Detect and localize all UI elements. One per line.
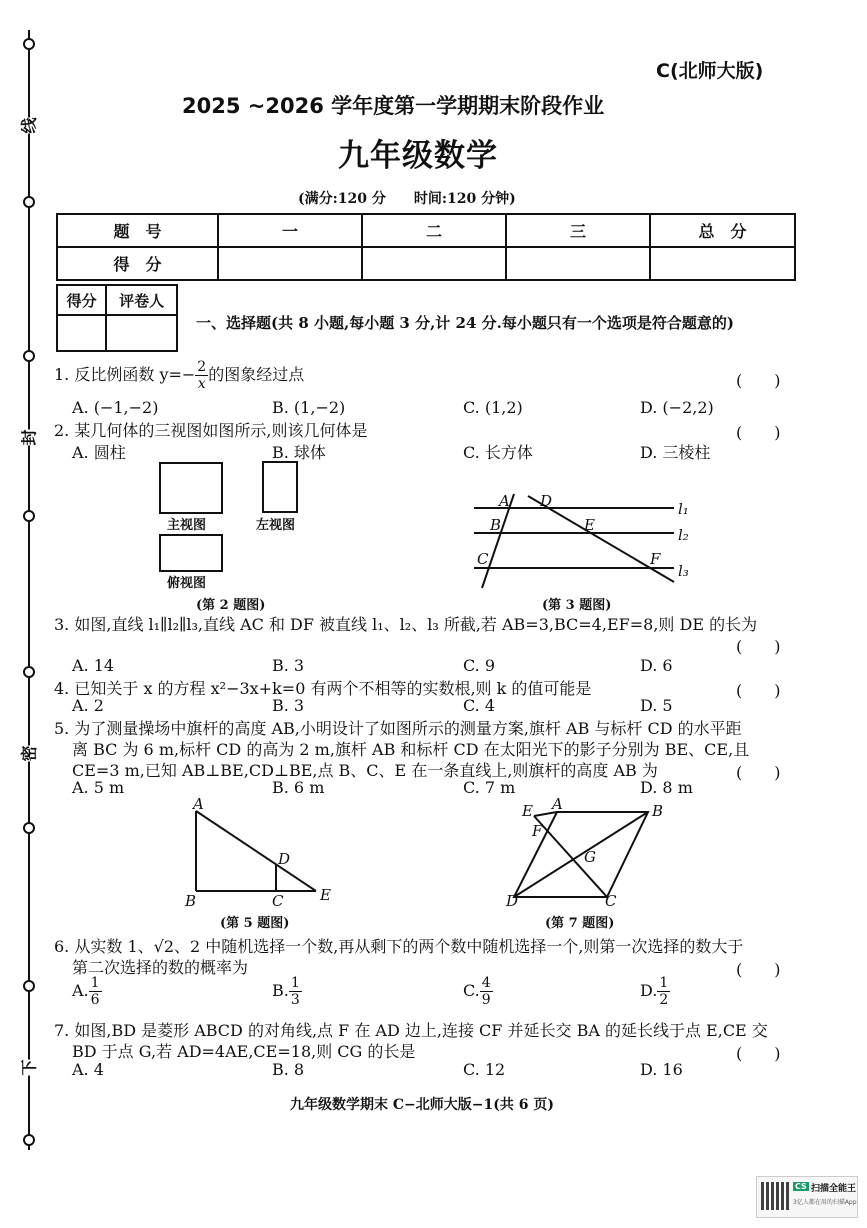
q3-option-a: A. 14: [72, 656, 115, 675]
binder-label-feng: 封: [17, 429, 40, 445]
binder-label-xia: 下: [17, 1059, 40, 1075]
fig3-label-e: E: [584, 516, 595, 534]
fig3-label-l1: l₁: [678, 500, 689, 518]
fig3-label-f: F: [650, 550, 661, 568]
q1-answer-paren[interactable]: ( ): [736, 371, 781, 390]
q2-option-b: B. 球体: [272, 443, 326, 462]
q1-option-c: C. (1,2): [463, 398, 523, 417]
section1-title: 一、选择题(共 8 小题,每小题 3 分,计 24 分.每小题只有一个选项是符合题意的): [196, 314, 734, 332]
fig5-label-c: C: [272, 892, 284, 910]
q3-option-c: C. 9: [463, 656, 496, 675]
fig7-label-f: F: [532, 822, 543, 840]
fig3-label-c: C: [477, 550, 489, 568]
fig5-diagram: [190, 805, 320, 895]
binder-hole-5: [23, 666, 35, 678]
score-header-part1: 一: [218, 214, 362, 247]
binder-hole-1: [23, 38, 35, 50]
subject-title: 九年级数学: [338, 138, 498, 174]
q6-option-b-den: 3: [290, 992, 300, 1008]
q4-answer-paren[interactable]: ( ): [736, 681, 781, 700]
grader-score-cell[interactable]: [57, 315, 106, 351]
binder-label-xian: 线: [17, 117, 40, 133]
question-2: 2. 某几何体的三视图如图所示,则该几何体是: [54, 421, 368, 440]
binder-hole-7: [23, 980, 35, 992]
question-6-line-1: 6. 从实数 1、√2、2 中随机选择一个数,再从剩下的两个数中随机选择一个,则第一次选择的数大于: [54, 937, 744, 956]
score-header-label: 题 号: [57, 214, 218, 247]
binder-hole-8: [23, 1134, 35, 1146]
q7-option-a: A. 4: [72, 1060, 104, 1079]
fig7-caption: (第 7 题图): [545, 916, 615, 931]
score-cell-total[interactable]: [650, 247, 795, 280]
q1-fraction: [195, 360, 208, 391]
q6-option-d-letter: D.: [640, 981, 658, 1000]
q6-answer-paren[interactable]: ( ): [736, 960, 781, 979]
q4-option-c: C. 4: [463, 696, 496, 715]
question-5-line-3: CE=3 m,已知 AB⊥BE,CD⊥BE,点 B、C、E 在一条直线上,则旗杆的高度 AB 为: [72, 761, 658, 780]
q2-option-c: C. 长方体: [463, 443, 533, 462]
fig3-label-l3: l₃: [678, 562, 689, 580]
fig5-label-a: A: [193, 795, 204, 813]
score-cell-3[interactable]: [506, 247, 650, 280]
grader-score-label: 得分: [57, 285, 106, 315]
q6-option-c-num: 4: [481, 975, 491, 991]
fig2-front-label: 主视图: [167, 518, 207, 533]
question-7-line-2: BD 于点 G,若 AD=4AE,CE=18,则 CG 的长是: [72, 1042, 416, 1061]
binder-hole-4: [23, 510, 35, 522]
fig2-front-view: [159, 462, 223, 514]
q1-frac-num: 2: [197, 359, 207, 375]
q6-option-d-den: 2: [659, 992, 669, 1008]
q5-option-b: B. 6 m: [272, 778, 325, 797]
scanner-watermark: [756, 1176, 858, 1218]
q7-option-c: C. 12: [463, 1060, 506, 1079]
q1-option-b: B. (1,−2): [272, 398, 346, 417]
fig2-top-label: 俯视图: [167, 576, 207, 591]
question-6-line-2: 第二次选择的数的概率为: [72, 958, 249, 977]
q2-option-a: A. 圆柱: [72, 443, 126, 462]
q1-frac-den: x: [197, 376, 206, 392]
q2-answer-paren[interactable]: ( ): [736, 423, 781, 442]
q5-option-c: C. 7 m: [463, 778, 516, 797]
edition-label: C(北师大版): [656, 60, 764, 82]
score-cell-2[interactable]: [362, 247, 506, 280]
question-4: 4. 已知关于 x 的方程 x²−3x+k=0 有两个不相等的实数根,则 k 的值可能是: [54, 679, 592, 698]
q1-text-pre: 1. 反比例函数 y=−: [54, 365, 196, 384]
fig3-label-b: B: [490, 516, 502, 534]
q6-option-d: [640, 976, 670, 1007]
score-table: [56, 213, 796, 281]
fig3-label-a: A: [499, 492, 510, 510]
fig2-top-view: [159, 534, 223, 572]
question-5-line-2: 离 BC 为 6 m,标杆 CD 的高为 2 m,旗杆 AB 和标杆 CD 在太阳光下的影子分别为 BE、CE,且: [72, 740, 750, 759]
qr-code-icon: [761, 1182, 789, 1210]
fig5-label-e: E: [320, 886, 331, 904]
q6-option-a-num: 1: [90, 975, 100, 991]
q2-option-d: D. 三棱柱: [640, 443, 711, 462]
score-header-part3: 三: [506, 214, 650, 247]
question-5-line-1: 5. 为了测量操场中旗杆的高度 AB,小明设计了如图所示的测量方案,旗杆 AB 与标杆 CD 的水平距: [54, 719, 742, 738]
q7-option-b: B. 8: [272, 1060, 305, 1079]
fig7-label-d: D: [506, 892, 519, 910]
q6-option-b-letter: B.: [272, 981, 289, 1000]
q6-option-a-den: 6: [90, 992, 100, 1008]
q5-answer-paren[interactable]: ( ): [736, 763, 781, 782]
fig2-left-view: [262, 461, 298, 513]
grader-box: [56, 284, 178, 352]
cs-badge-icon: CS: [795, 1182, 807, 1191]
q3-answer-paren[interactable]: ( ): [736, 637, 781, 656]
fig5-label-d: D: [278, 850, 291, 868]
q6-option-c: [463, 976, 493, 1007]
q6-option-a: [72, 976, 102, 1007]
fig7-label-g: G: [584, 848, 596, 866]
score-cell-1[interactable]: [218, 247, 362, 280]
score-header-part2: 二: [362, 214, 506, 247]
binder-label-mi: 密: [17, 745, 40, 761]
fig2-caption: (第 2 题图): [196, 598, 266, 613]
q4-option-b: B. 3: [272, 696, 305, 715]
fig3-caption: (第 3 题图): [542, 598, 612, 613]
question-1: [54, 360, 304, 391]
score-header-total: 总 分: [650, 214, 795, 247]
q6-option-c-letter: C.: [463, 981, 480, 1000]
page-footer: 九年级数学期末 C−北师大版−1(共 6 页): [290, 1097, 554, 1113]
q6-option-b-num: 1: [290, 975, 300, 991]
fig7-label-c: C: [605, 892, 617, 910]
q6-option-a-letter: A.: [72, 981, 89, 1000]
q6-option-d-num: 1: [659, 975, 669, 991]
fig7-label-e: E: [522, 802, 533, 820]
q5-option-a: A. 5 m: [72, 778, 125, 797]
score-row-label: 得 分: [57, 247, 218, 280]
binder-hole-6: [23, 822, 35, 834]
q5-option-d: D. 8 m: [640, 778, 693, 797]
q7-answer-paren[interactable]: ( ): [736, 1044, 781, 1063]
fig7-label-a: A: [552, 795, 563, 813]
fig3-label-d: D: [540, 492, 553, 510]
q4-option-d: D. 5: [640, 696, 673, 715]
binder-hole-3: [23, 350, 35, 362]
question-3: 3. 如图,直线 l₁∥l₂∥l₃,直线 AC 和 DF 被直线 l₁、l₂、l₃ 所截,若 AB=3,BC=4,EF=8,则 DE 的长为: [54, 615, 758, 634]
question-7-line-1: 7. 如图,BD 是菱形 ABCD 的对角线,点 F 在 AD 边上,连接 CF 并延长交 BA 的延长线于点 E,CE 交: [54, 1021, 768, 1040]
q3-option-b: B. 3: [272, 656, 305, 675]
q7-option-d: D. 16: [640, 1060, 683, 1079]
fig5-caption: (第 5 题图): [220, 916, 290, 931]
fig3-label-l2: l₂: [678, 526, 689, 544]
fig7-label-b: B: [652, 802, 664, 820]
fig2-left-label: 左视图: [256, 518, 296, 533]
q3-option-d: D. 6: [640, 656, 673, 675]
fig5-segment-ae: [196, 811, 316, 891]
q1-text-post: 的图象经过点: [208, 365, 305, 384]
q6-option-c-den: 9: [481, 992, 491, 1008]
grader-name-cell[interactable]: [106, 315, 177, 351]
fig7-segment-ec: [534, 816, 607, 897]
q1-option-a: A. (−1,−2): [72, 398, 159, 417]
grader-name-label: 评卷人: [106, 285, 177, 315]
header-title: 2025 ~2026 学年度第一学期期末阶段作业: [182, 94, 605, 118]
exam-meta: (满分:120 分 时间:120 分钟): [298, 191, 516, 207]
q4-option-a: A. 2: [72, 696, 104, 715]
fig5-label-b: B: [185, 892, 197, 910]
scanner-tagline: 3亿人都在用的扫描App: [793, 1199, 857, 1206]
scanner-brand: 扫描全能王: [811, 1184, 857, 1194]
binder-hole-2: [23, 196, 35, 208]
q1-option-d: D. (−2,2): [640, 398, 714, 417]
q6-option-b: [272, 976, 302, 1007]
